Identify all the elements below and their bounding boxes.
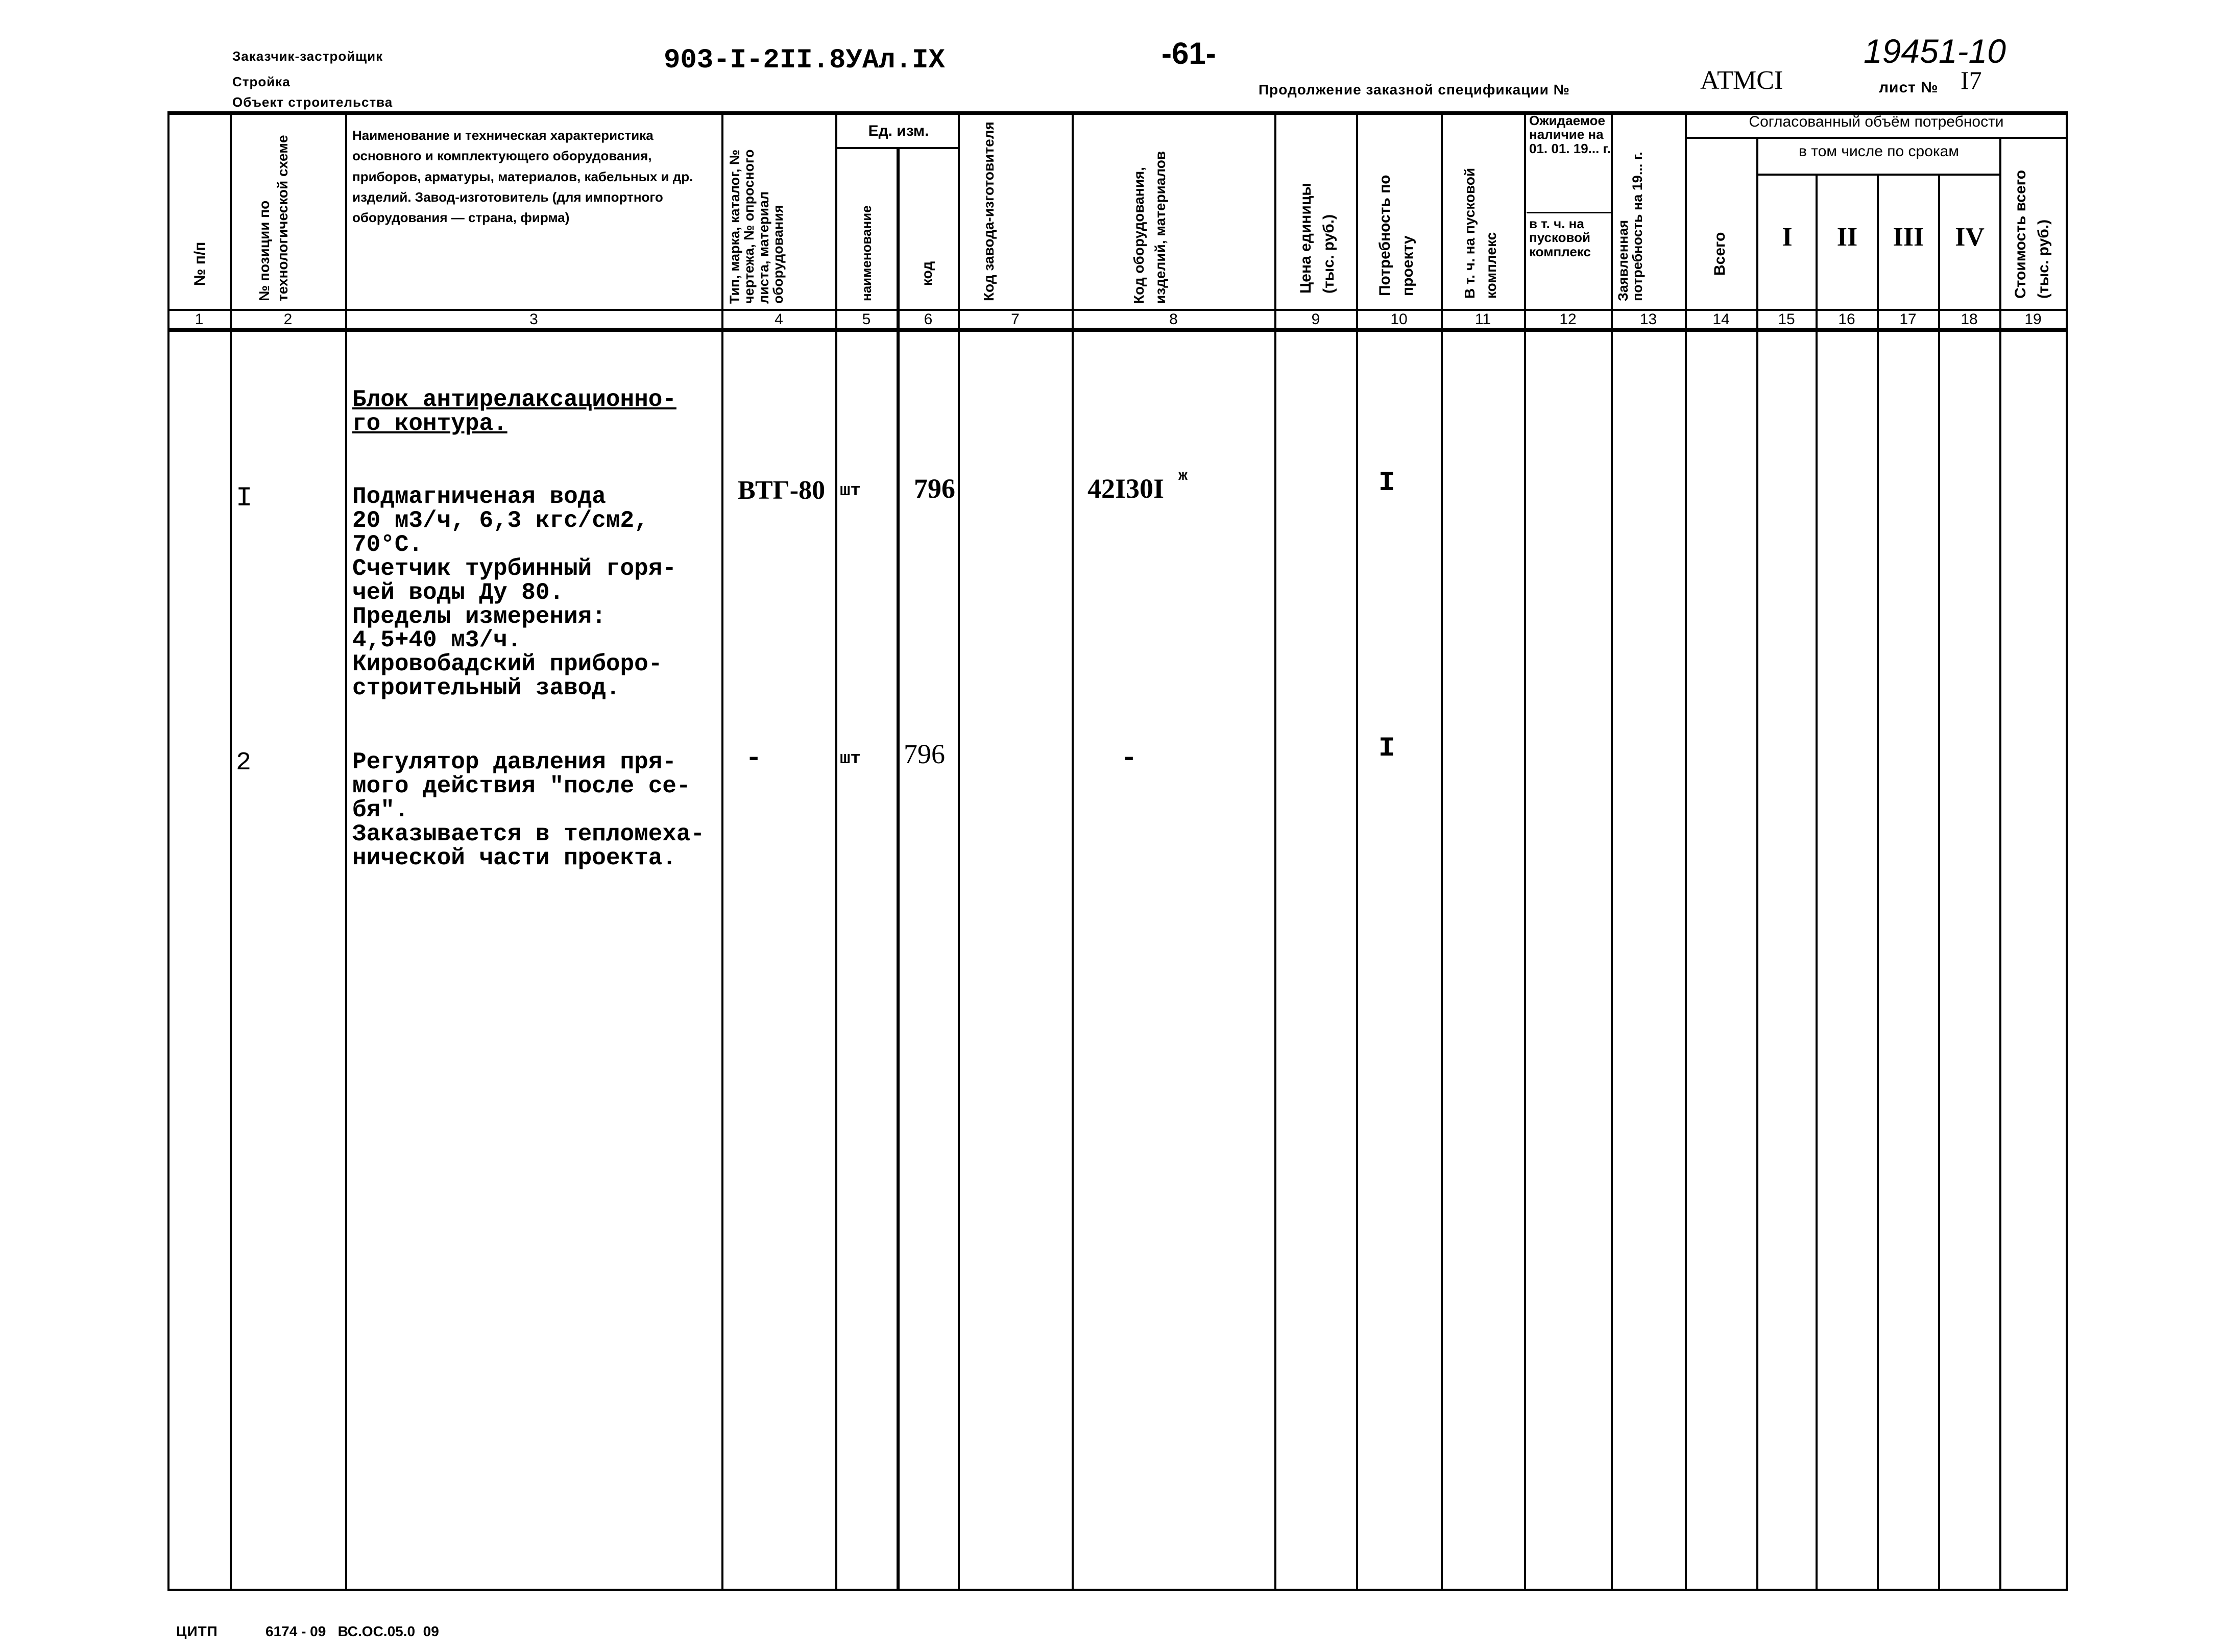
row2-position: 2	[236, 748, 252, 778]
col-number: 8	[1169, 311, 1178, 328]
col-1-header: № п/п	[191, 241, 208, 286]
col-12a-header: Ожидаемое наличие на 01. 01. 19... г.	[1529, 113, 1611, 156]
col-13-header: Заявленная потребность на 19... г.	[1615, 152, 1646, 301]
col-10-header: Потребность по проекту	[1376, 175, 1416, 296]
sheet-number: I7	[1961, 66, 1982, 94]
row2-unit: шт	[840, 749, 861, 769]
project-code: 903-I-2II.8УАл.IX	[664, 45, 945, 76]
row1-unit: шт	[840, 481, 861, 501]
customer-label: Заказчик-застройщик	[232, 48, 383, 64]
row2-unit-code: 796	[904, 739, 945, 769]
col-number: 2	[283, 311, 293, 328]
section-title: Блок антирелаксационно- го контура.	[352, 386, 676, 437]
col-5-header: наименование	[859, 205, 874, 301]
col-number: 6	[924, 311, 933, 328]
col-number: 5	[862, 311, 871, 328]
col-18-header: IV	[1955, 223, 1985, 252]
col-7-header: Код завода-изготовителя	[981, 122, 997, 301]
row2-equip-code: -	[1121, 743, 1138, 774]
col-number: 16	[1838, 311, 1855, 328]
terms-group-header: в том числе по срокам	[1799, 143, 1959, 160]
row1-unit-code: 796	[914, 473, 955, 504]
row1-type: ВТГ-80	[738, 476, 826, 505]
col-2-header: № позиции по технологической схеме	[256, 135, 291, 301]
row1-position: I	[236, 483, 253, 514]
agreed-group-header: Согласованный объём потребности	[1749, 113, 2004, 130]
col-16-header: II	[1836, 223, 1858, 252]
sheet-label: лист №	[1879, 79, 1939, 96]
row2-type: -	[745, 743, 762, 774]
col-number: 9	[1311, 311, 1320, 328]
col-9-header: Цена единицы (тыс. руб.)	[1297, 183, 1337, 294]
col-15-header: I	[1782, 223, 1793, 252]
page-number: -61-	[1162, 36, 1216, 70]
spec-number: АТМСI	[1700, 66, 1783, 95]
col-6-header: код	[919, 261, 935, 286]
col-4-header: Тип, марка, каталог, № чертежа, № опросного листа, материал оборудования	[727, 149, 786, 304]
col-number: 13	[1639, 311, 1657, 328]
row1-equip-code: 42I30I	[1087, 473, 1165, 504]
units-group-header: Ед. изм.	[868, 123, 929, 139]
col-11-header: В т. ч. на пусковой комплекс	[1462, 167, 1499, 299]
row1-name: Подмагниченая вода 20 м3/ч, 6,3 кгс/см2, 70°С. Счетчик турбинный горя- чей воды Ду 80. Пределы измерения: 4,5+40 м3/ч. Кировобадский приборо- строительный завод.	[352, 483, 676, 702]
col-3-header: Наименование и техническая характеристика основного и комплектующего оборудования, приборов, арматуры, материалов, кабельных и др. изделий. Завод-изготовитель (для импортного оборудования — страна, фирма)	[352, 128, 693, 226]
col-12b-header: в т. ч. на пусковой комплекс	[1529, 216, 1591, 259]
row2-need: I	[1378, 733, 1395, 764]
col-number: 14	[1712, 311, 1730, 328]
continuation-label: Продолжение заказной спецификации №	[1259, 82, 1570, 98]
object-label: Объект строительства	[232, 94, 393, 110]
col-number: 10	[1390, 311, 1408, 328]
col-number: 4	[775, 311, 783, 328]
footer-stamp: ЦИТП	[176, 1623, 218, 1639]
col-17-header: III	[1893, 223, 1924, 252]
row2-name: Регулятор давления пря- мого действия "после се- бя". Заказывается в тепломеха- нической части проекта.	[352, 749, 705, 871]
site-label: Стройка	[232, 74, 291, 89]
col-number: 11	[1474, 311, 1491, 328]
col-number: 7	[1011, 311, 1020, 328]
col-number: 15	[1778, 311, 1795, 328]
col-number: 18	[1961, 311, 1978, 328]
col-number: 12	[1559, 311, 1577, 328]
col-number: 19	[2024, 311, 2042, 328]
col-19-header: Стоимость всего (тыс. руб.)	[2012, 169, 2052, 299]
inventory-number: 19451-10	[1864, 32, 2006, 70]
col-8-header: Код оборудования, изделий, материалов	[1131, 151, 1168, 304]
col-number: 3	[529, 311, 538, 328]
footer-code: 6174 - 09 ВС.ОС.05.0 09	[265, 1623, 439, 1639]
row1-equip-mark: ж	[1178, 468, 1188, 485]
col-14-header: Всего	[1711, 232, 1728, 276]
col-number: 1	[195, 311, 204, 328]
col-number: 17	[1899, 311, 1917, 328]
row1-need: I	[1378, 468, 1395, 499]
